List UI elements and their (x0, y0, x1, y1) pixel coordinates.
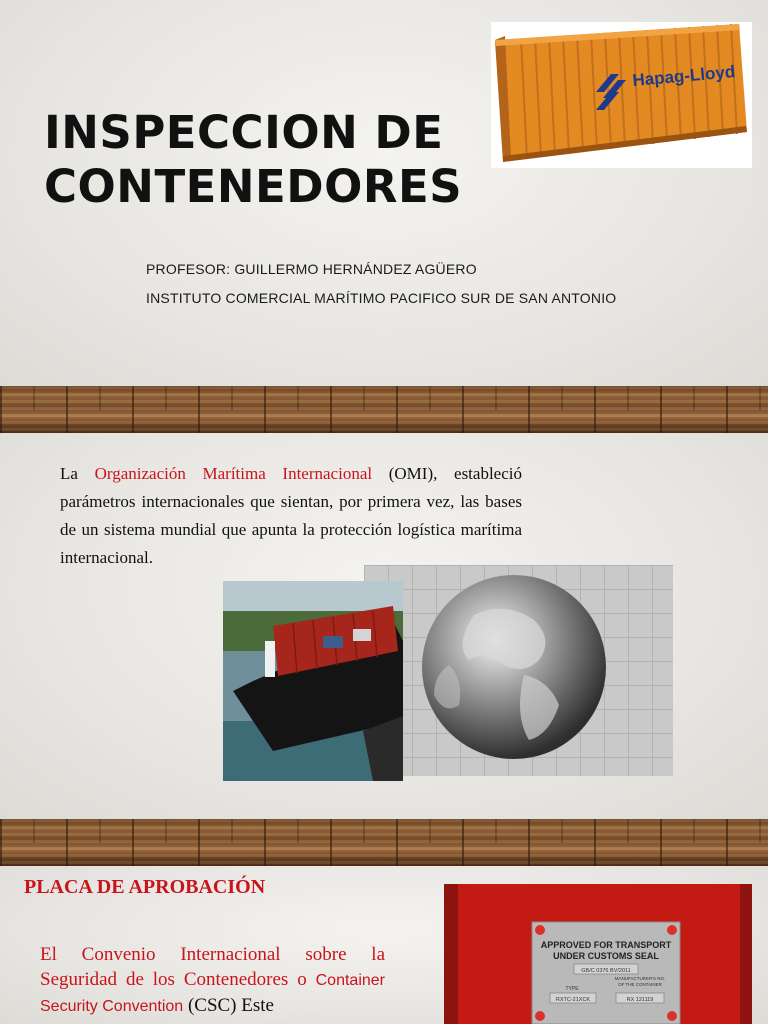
csc-text-1: El Convenio Internacional sobre la Seguridad de los Contenedores o (40, 944, 385, 990)
csc-paragraph (40, 942, 385, 1019)
globe-image (364, 565, 673, 776)
slide-title-heading (44, 106, 484, 214)
plate-mfr-label-1: MANUFACTURER'S NO. (614, 976, 666, 981)
plate-type-value: RXTC-21XCK (555, 997, 591, 1003)
slide-title (0, 0, 768, 386)
para-rest: (OMI), estableció parámetros internacionales que sientan, por primera vez, las bases de un sistema mundial que apunta la protección logística marítima internacional. (60, 464, 522, 567)
institute-subtitle: INSTITUTO COMERCIAL MARÍTIMO PACIFICO SUR DE SAN ANTONIO (146, 290, 617, 306)
para-start: La (60, 464, 95, 483)
plate-type-label: TYPE (565, 986, 579, 992)
title-line-2: CONTENEDORES (44, 160, 463, 213)
title-line-1: INSPECCION DE (44, 106, 444, 159)
plate-line-1: APPROVED FOR TRANSPORT (540, 940, 672, 950)
slide-omi (0, 433, 768, 819)
professor-subtitle: PROFESOR: GUILLERMO HERNÁNDEZ AGÜERO (146, 261, 477, 277)
plate-mfr-value: RX 121119 (626, 997, 654, 1003)
approval-plate-heading: PLACA DE APROBACIÓN (24, 876, 266, 898)
plate-mfr-label-2: OF THE CONTAINER (618, 982, 662, 987)
plate-line-2: UNDER CUSTOMS SEAL (553, 951, 659, 961)
shipping-container-image (491, 22, 752, 168)
omi-paragraph (60, 460, 522, 572)
csc-text-2: (CSC) Este (183, 995, 274, 1016)
csc-english-name: Container Security Convention (40, 972, 385, 1015)
omi-highlight: Organización Marítima Internacional (94, 464, 373, 483)
container-brand-text: Hapag-Lloyd (631, 62, 736, 90)
plate-code: GB/C 0376 BV/2011 (581, 968, 631, 974)
container-ship-image (223, 581, 403, 781)
wood-divider-1 (0, 386, 768, 433)
wood-divider-2 (0, 819, 768, 866)
approval-plate-image (444, 884, 752, 1024)
slide-approval-plate (0, 866, 768, 1024)
